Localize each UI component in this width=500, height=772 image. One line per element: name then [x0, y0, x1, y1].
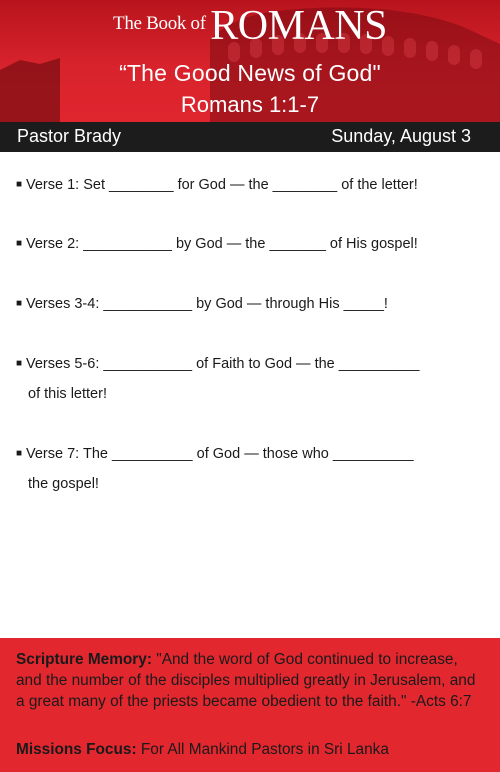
verse-item-2 — [16, 229, 486, 259]
info-bar — [0, 122, 500, 152]
missions-focus-text: For All Mankind Pastors in Sri Lanka — [140, 741, 389, 758]
scripture-memory-label: Scripture Memory: — [16, 651, 152, 668]
verse-item-4 — [16, 349, 486, 409]
header-banner — [0, 0, 500, 122]
verse-item-1 — [16, 170, 486, 200]
scripture-memory-text: "And the word of God continued to increase, and the number of the disciples multiplied greatly in Jerusalem, and a great many of the priests became obedient to the faith." -Acts 6:7 — [16, 651, 476, 710]
scripture-memory — [16, 649, 486, 712]
sermon-date: Sunday, August 3 — [331, 126, 471, 146]
bullet-icon: ■ — [16, 298, 23, 309]
verse-item-3 — [16, 289, 486, 319]
bullet-icon: ■ — [16, 238, 23, 249]
missions-focus-label: Missions Focus: — [16, 741, 137, 758]
sermon-title: “The Good News of God" — [119, 60, 381, 86]
series-book-name: ROMANS — [210, 3, 387, 49]
verse-text-continued: the gospel! — [28, 476, 99, 492]
verse-text-continued: of this letter! — [28, 386, 107, 402]
bullet-icon: ■ — [16, 358, 23, 369]
scripture-reference: Romans 1:1-7 — [180, 92, 320, 117]
pastor-name: Pastor Brady — [17, 126, 122, 146]
bullet-icon: ■ — [16, 179, 23, 190]
verse-text: Verse 2: ___________ by God — the _______ of His gospel! — [26, 236, 418, 252]
bullet-icon: ■ — [16, 448, 23, 459]
series-prefix: The Book of — [113, 13, 206, 34]
series-title — [0, 2, 500, 50]
footer — [0, 638, 500, 772]
verse-text: Verses 5-6: ___________ of Faith to God — the __________ — [26, 356, 420, 372]
verse-text: Verses 3-4: ___________ by God — through His _____! — [26, 296, 388, 312]
verse-item-5 — [16, 439, 486, 499]
missions-focus — [16, 739, 486, 760]
verse-text: Verse 1: Set ________ for God — the ________ of the letter! — [26, 177, 418, 193]
verse-text: Verse 7: The __________ of God — those who __________ — [26, 446, 414, 462]
